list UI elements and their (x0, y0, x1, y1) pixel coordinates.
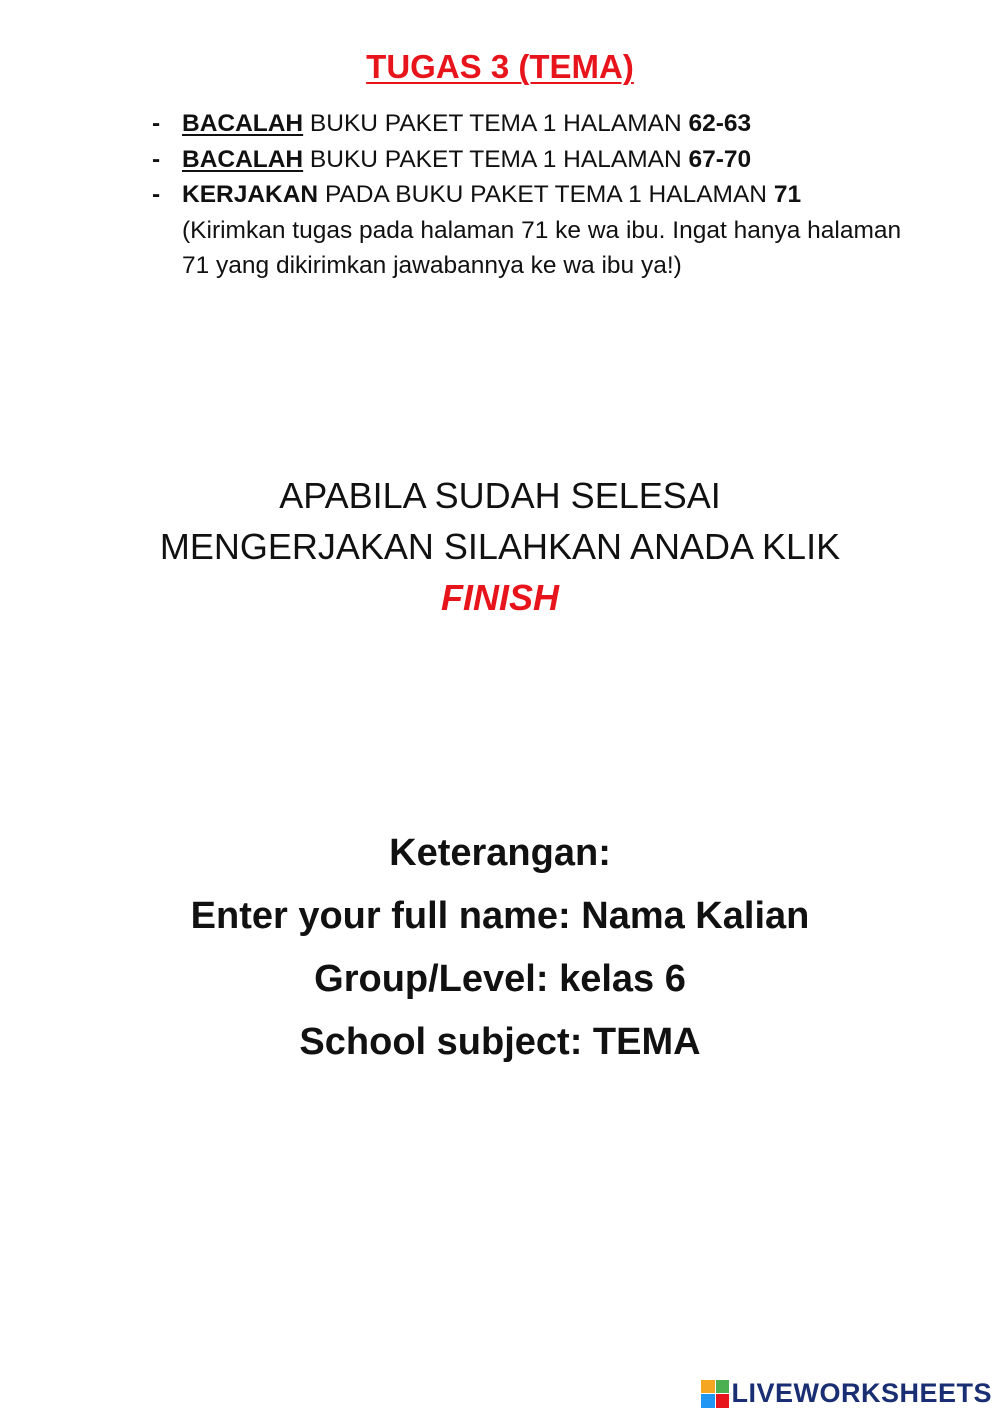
task-text: BUKU PAKET TEMA 1 HALAMAN (303, 110, 689, 137)
task-text: BUKU PAKET TEMA 1 HALAMAN (303, 145, 689, 173)
finish-label: FINISH (440, 577, 559, 618)
task-item-2 (152, 142, 912, 178)
brand-text: LIVEWORKSHEETS (731, 1378, 992, 1408)
task-note: (Kirimkan tugas pada halaman 71 ke wa ibu. Ingat hanya halaman 71 yang dikirimkan jawabannya ke wa ibu ya!) (182, 216, 902, 279)
info-name: Enter your full name: Nama Kalian (190, 895, 810, 937)
task-list (152, 106, 912, 284)
instruction-line-2: MENGERJAKAN SILAHKAN ANADA KLIK (159, 526, 841, 567)
list-dash: - (152, 110, 161, 137)
task-action: BACALAH (182, 145, 304, 173)
list-dash: - (152, 181, 161, 208)
info-subject: School subject: TEMA (299, 1021, 701, 1063)
task-item-3 (152, 177, 912, 284)
task-text: PADA BUKU PAKET TEMA 1 HALAMAN (318, 181, 774, 208)
task-pages: 71 (773, 181, 802, 208)
task-pages: 62-63 (688, 110, 752, 137)
list-dash: - (152, 145, 161, 173)
instruction-line-1: APABILA SUDAH SELESAI (279, 475, 721, 516)
info-group: Group/Level: kelas 6 (314, 958, 686, 1000)
task-pages: 67-70 (688, 145, 752, 173)
info-section (0, 822, 1000, 1074)
task-action: KERJAKAN (182, 181, 319, 208)
finish-instruction (0, 470, 1000, 623)
task-action: BACALAH (182, 110, 304, 137)
liveworksheets-brand (701, 1378, 992, 1409)
page-title: TUGAS 3 (TEMA) (366, 48, 634, 85)
task-item-1 (152, 106, 912, 142)
liveworksheets-logo-icon (701, 1380, 729, 1408)
info-heading: Keterangan: (389, 832, 611, 874)
